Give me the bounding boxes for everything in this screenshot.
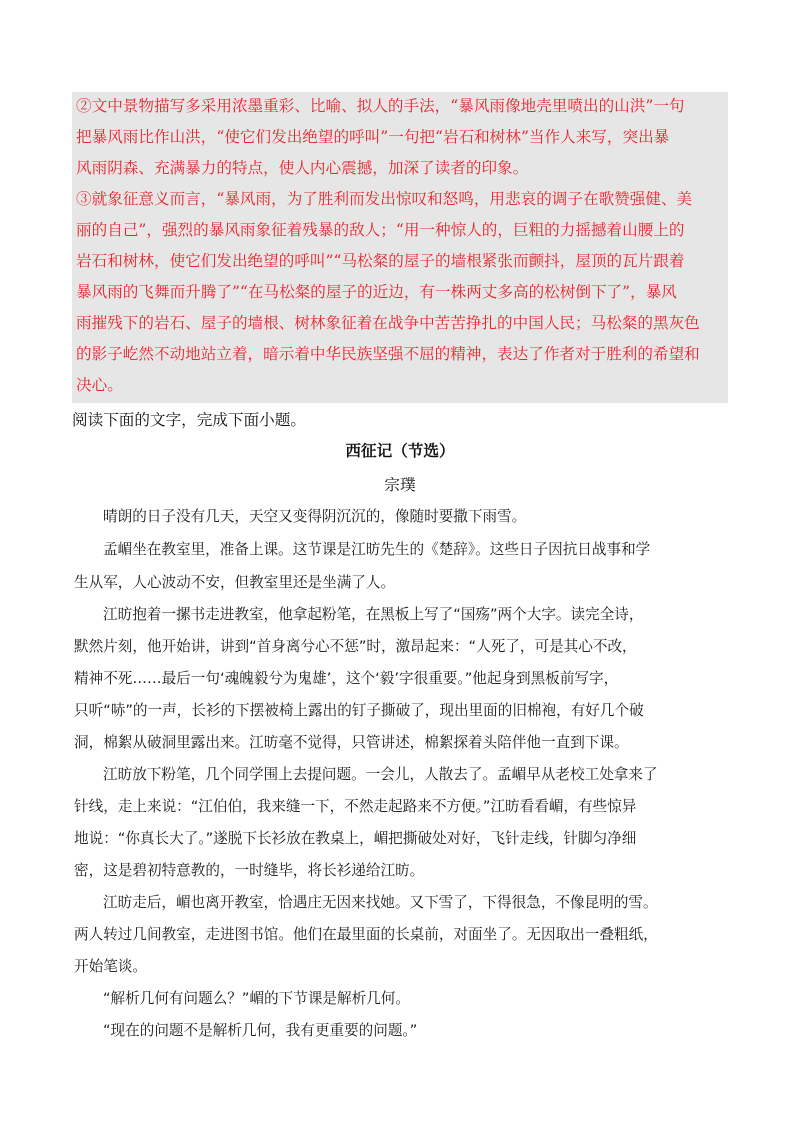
paragraph-line: 默然片刻，他开始讲，讲到“首身离兮心不惩”时，激昂起来：“人死了，可是其心不改， [74, 638, 637, 655]
paragraph-line: “解析几何有问题么？”嵋的下节课是解析几何。 [103, 990, 410, 1007]
instruction-text: 阅读下面的文字，完成下面小题。 [72, 411, 306, 429]
answer-line: ③就象征意义而言，“暴风雨，为了胜利而发出惊叹和怒鸣，用悲哀的调子在歌赞强健、美 [76, 190, 693, 208]
answer-line: ②文中景物描写多采用浓墨重彩、比喻、拟人的手法，“暴风雨像地壳里喷出的山洪”一句 [76, 97, 685, 115]
paragraph-line: 地说：“你真长大了。”遂脱下长衫放在教桌上，嵋把撕破处对好，飞针走线，针脚匀净细 [74, 830, 637, 847]
article-title: 西征记（节选） [345, 441, 455, 460]
paragraph-line: 洞，棉絮从破洞里露出来。江昉毫不觉得，只管讲述，棉絮探着头陪伴他一直到下课。 [74, 734, 629, 751]
answer-line: 风雨阴森、充满暴力的特点，使人内心震撼，加深了读者的印象。 [76, 159, 529, 177]
answer-line: 把暴风雨比作山洪，“使它们发出绝望的呼叫”一句把“岩石和树林”当作人来写，突出暴 [76, 128, 670, 146]
answer-line: 岩石和树林，使它们发出绝望的呼叫”“马松粲的屋子的墙根紧张而颤抖，屋顶的瓦片跟着 [76, 252, 685, 270]
paragraph-line: 针线，走上来说：“江伯伯，我来缝一下，不然走起路来不方便。”江昉看看嵋，有些惊异 [74, 798, 637, 815]
paragraph-line: 江昉放下粉笔，几个同学围上去提问题。一会儿，人散去了。孟嵋早从老校工处拿来了 [103, 766, 658, 783]
answer-line: 丽的自己”，强烈的暴风雨象征着残暴的敌人；“用一种惊人的，巨粗的力摇撼着山腰上的 [76, 221, 685, 239]
paragraph-line: 两人转过几间教室，走进图书馆。他们在最里面的长桌前，对面坐了。无因取出一叠粗纸， [74, 926, 658, 943]
answer-line: 的影子屹然不动地站立着，暗示着中华民族坚强不屈的精神，表达了作者对于胜利的希望和 [76, 345, 700, 363]
paragraph-line: 密，这是碧初特意教的，一时缝毕，将长衫递给江昉。 [74, 862, 425, 879]
answer-line: 雨摧残下的岩石、屋子的墙根、树林象征着在战争中苦苦挣扎的中国人民；马松粲的黑灰色 [76, 314, 700, 332]
answer-line: 决心。 [76, 376, 123, 394]
paragraph-line: 精神不死……最后一句‘魂魄毅兮为鬼雄’，这个‘毅’字很重要。”他起身到黑板前写字， [74, 670, 619, 687]
paragraph-line: 江昉走后，嵋也离开教室，恰遇庄无因来找她。又下雪了，下得很急，不像昆明的雪。 [103, 894, 658, 911]
answer-line: 暴风雨的飞舞而升腾了”“在马松粲的屋子的近边，有一株两丈多高的松树倒下了”，暴风 [76, 283, 677, 301]
paragraph-line: 晴朗的日子没有几天，天空又变得阴沉沉的，像随时要撒下雨雪。 [103, 508, 527, 525]
paragraph-line: “现在的问题不是解析几何，我有更重要的问题。” [103, 1022, 418, 1039]
paragraph-line: 孟嵋坐在教室里，准备上课。这节课是江昉先生的《楚辞》。这些日子因抗日战事和学 [103, 541, 651, 558]
paragraph-line: 生从军，人心波动不安，但教室里还是坐满了人。 [74, 574, 396, 591]
paragraph-line: 只听“哧”的一声，长衫的下摆被椅上露出的钉子撕破了，现出里面的旧棉袍，有好几个破 [74, 702, 644, 719]
paragraph-line: 江昉抱着一摞书走进教室，他拿起粉笔，在黑板上写了“国殇”两个大字。读完全诗， [103, 606, 644, 623]
paragraph-line: 开始笔谈。 [74, 958, 147, 975]
article-author: 宗璞 [384, 476, 416, 494]
